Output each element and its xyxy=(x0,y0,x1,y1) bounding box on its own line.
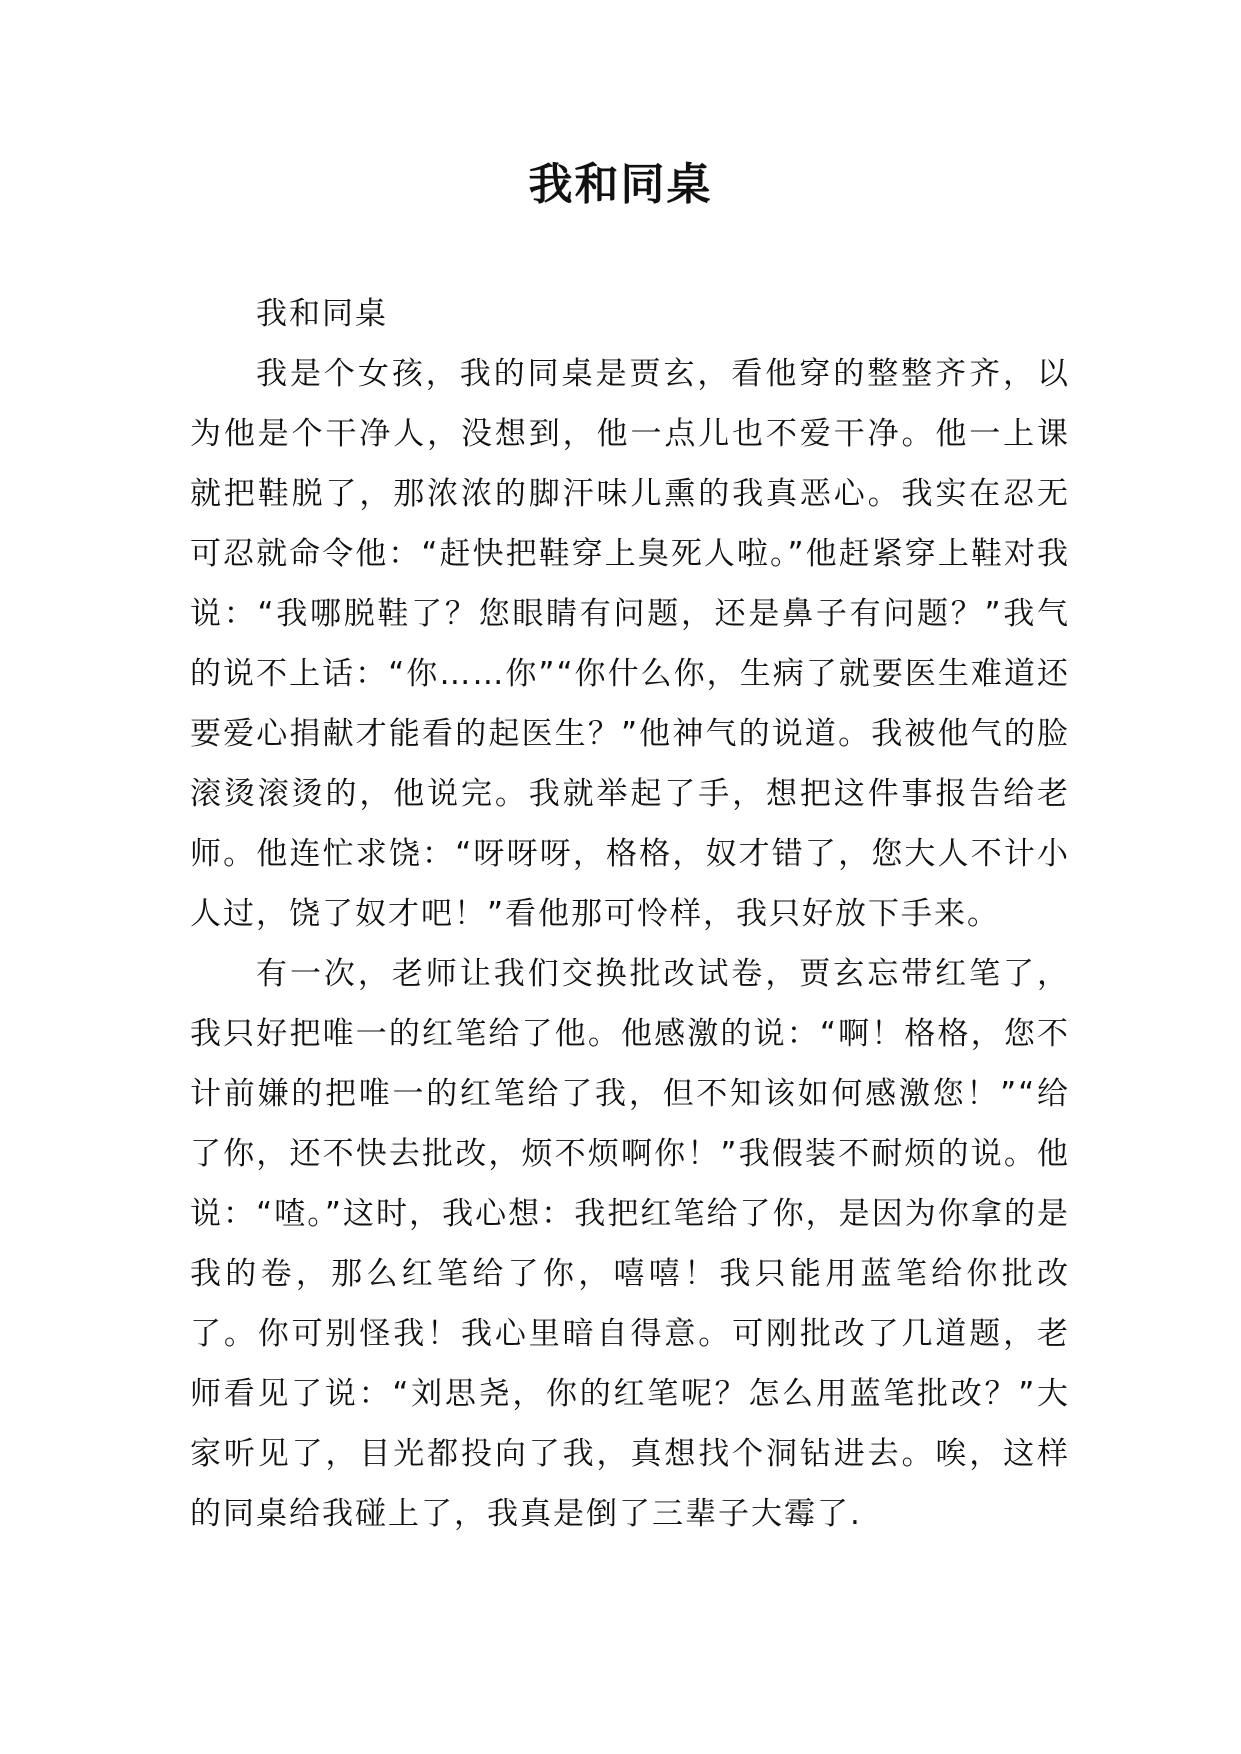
document-title: 我和同桌 xyxy=(528,159,713,210)
document-body xyxy=(190,284,1070,1544)
paragraph-subtitle: 我和同桌 xyxy=(256,296,388,332)
paragraph-1: 我是个女孩，我的同桌是贾玄，看他穿的整整齐齐，以为他是个干净人，没想到，他一点儿也不爱干净。他一上课就把鞋脱了，那浓浓的脚汗味儿熏的我真恶心。我实在忍无可忍就命令他：“赶快把鞋穿上臭死人啦。”他赶紧穿上鞋对我说：“我哪脱鞋了？您眼睛有问题，还是鼻子有问题？”我气的说不上话：“你……你”“你什么你，生病了就要医生难道还要爱心捐献才能看的起医生？”他神气的说道。我被他气的脸滚烫滚烫的，他说完。我就举起了手，想把这件事报告给老师。他连忙求饶：“呀呀呀，格格，奴才错了，您大人不计小人过，饶了奴才吧！”看他那可怜样，我只好放下手来。 xyxy=(190,356,1070,932)
paragraph-2: 有一次，老师让我们交换批改试卷，贾玄忘带红笔了，我只好把唯一的红笔给了他。他感激的说：“啊！格格，您不计前嫌的把唯一的红笔给了我，但不知该如何感激您！”“给了你，还不快去批改，烦不烦啊你！”我假装不耐烦的说。他说：“喳。”这时，我心想：我把红笔给了你，是因为你拿的是我的卷，那么红笔给了你，嘻嘻！我只能用蓝笔给你批改了。你可别怪我！我心里暗自得意。可刚批改了几道题，老师看见了说：“刘思尧，你的红笔呢？怎么用蓝笔批改？”大家听见了，目光都投向了我，真想找个洞钻进去。唉，这样的同桌给我碰上了，我真是倒了三辈子大霉了. xyxy=(190,956,1070,1532)
